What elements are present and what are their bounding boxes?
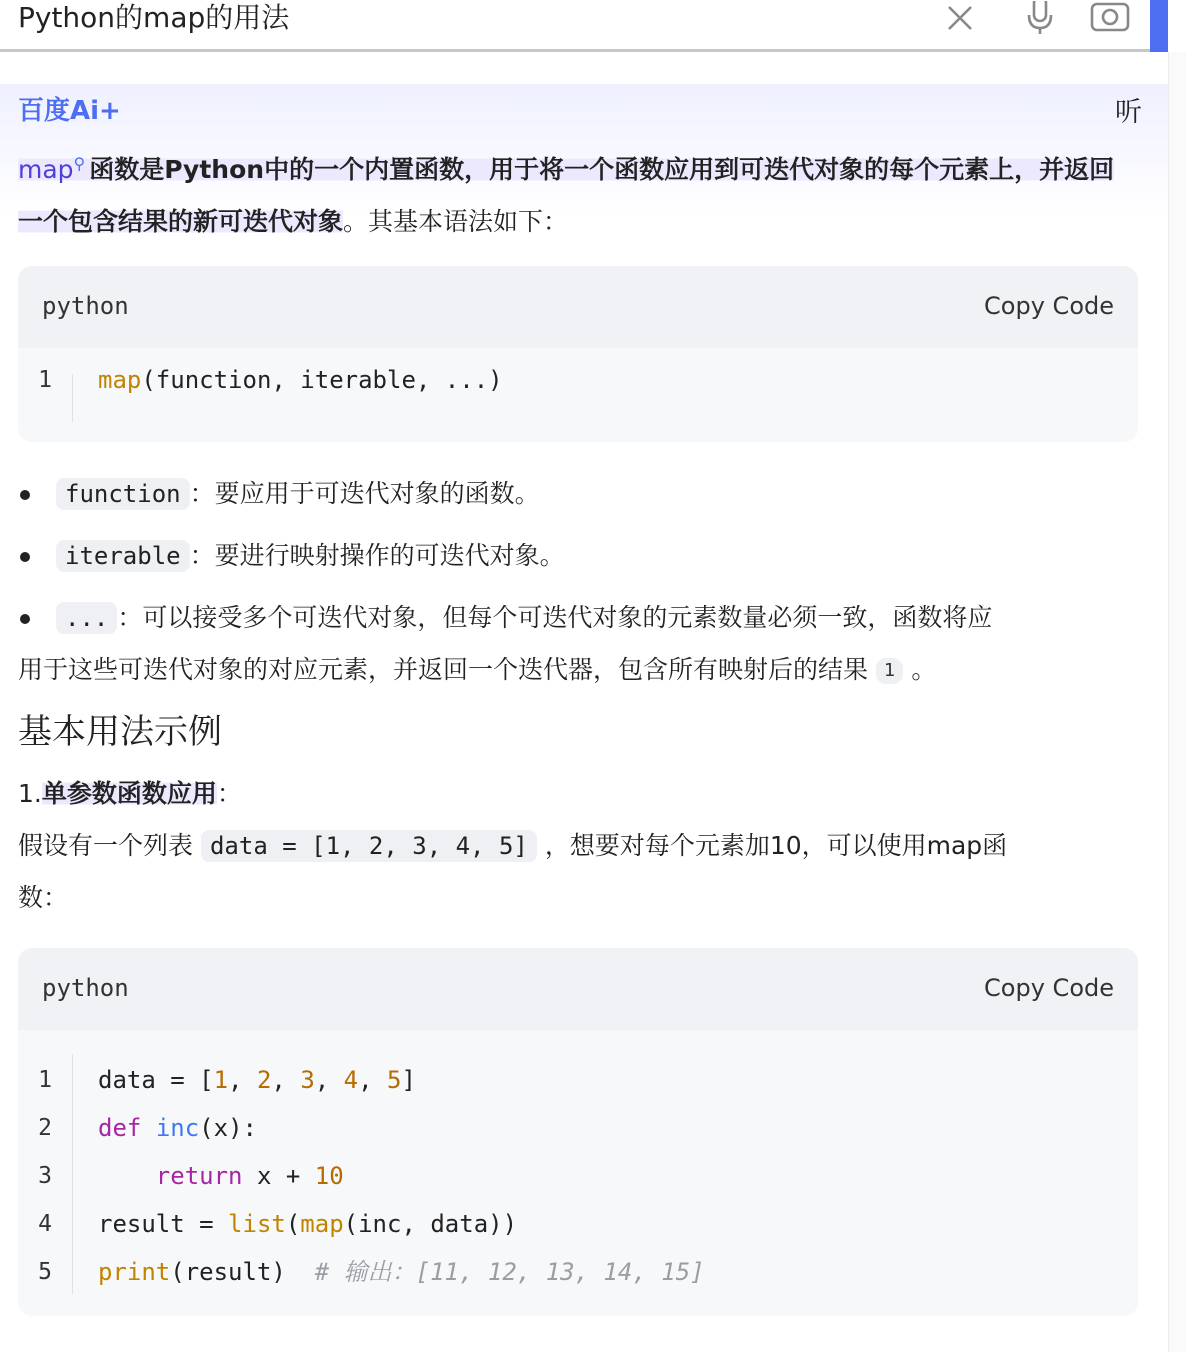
step-number: 1. bbox=[18, 779, 42, 808]
line-number: 5 bbox=[38, 1259, 52, 1285]
code-line: return x + 10 bbox=[155, 1162, 344, 1190]
copy-code-button[interactable]: Copy Code bbox=[984, 974, 1114, 1002]
bullet-text: ：要应用于可迭代对象的函数。 bbox=[189, 479, 540, 508]
list-item bbox=[18, 468, 1128, 520]
line-number: 1 bbox=[38, 1067, 52, 1093]
intro-paragraph bbox=[18, 138, 1128, 248]
code-language-label: python bbox=[42, 292, 129, 320]
listen-button[interactable]: 听 bbox=[1115, 97, 1142, 128]
bullet-text: ：可以接受多个可迭代对象，但每个可迭代对象的元素数量必须一致，函数将应 bbox=[117, 603, 993, 632]
scrollbar[interactable] bbox=[1168, 52, 1186, 1352]
desc-text: ，想要对每个元素加10，可以使用map函 bbox=[544, 831, 1008, 860]
search-input[interactable]: Python的map的用法 bbox=[18, 1, 290, 34]
copy-code-button[interactable]: Copy Code bbox=[984, 292, 1114, 320]
line-number: 2 bbox=[38, 1115, 52, 1141]
step-heading bbox=[18, 768, 1128, 820]
step-title: 单参数函数应用 bbox=[41, 779, 217, 808]
search-button[interactable] bbox=[1150, 0, 1168, 52]
map-link[interactable]: map bbox=[18, 155, 74, 185]
inline-code: data = [1, 2, 3, 4, 5] bbox=[201, 830, 537, 862]
section-title: 基本用法示例 bbox=[18, 712, 222, 752]
list-item bbox=[18, 592, 1128, 696]
microphone-icon[interactable] bbox=[1020, 0, 1060, 36]
inline-code: function bbox=[56, 478, 190, 510]
code-line: data = [1, 2, 3, 4, 5] bbox=[98, 1066, 416, 1094]
reference-badge[interactable]: 1 bbox=[876, 658, 903, 684]
camera-icon[interactable] bbox=[1090, 0, 1130, 36]
code-line: result = list(map(inc, data)) bbox=[98, 1210, 518, 1238]
intro-highlight: 函数是Python中的一个内置函数，用于将一个函数应用到可迭代对象的每个元素上，并返回一个包含结果的新可迭代对象 bbox=[18, 155, 1115, 237]
bullet-tail: 。 bbox=[911, 655, 937, 684]
line-number: 4 bbox=[38, 1211, 52, 1237]
inline-code: iterable bbox=[56, 540, 190, 572]
line-number: 3 bbox=[38, 1163, 52, 1189]
code-line: map(function, iterable, ...) bbox=[98, 366, 503, 394]
desc-text: 数： bbox=[18, 883, 69, 912]
search-bar bbox=[0, 0, 1168, 52]
baidu-ai-logo: 百度Ai+ bbox=[18, 96, 121, 126]
search-icon[interactable]: ⚲ bbox=[73, 154, 86, 173]
bullet-dot bbox=[20, 552, 30, 562]
line-number: 1 bbox=[38, 367, 52, 393]
intro-tail: 。其基本语法如下： bbox=[343, 207, 569, 237]
code-language-label: python bbox=[42, 974, 129, 1002]
list-item bbox=[18, 530, 1128, 582]
desc-text: 假设有一个列表 bbox=[18, 831, 194, 860]
bullet-text-cont: 用于这些可迭代对象的对应元素，并返回一个迭代器，包含所有映射后的结果 bbox=[18, 655, 869, 684]
step-description bbox=[18, 820, 1128, 924]
code-block-example bbox=[18, 948, 1138, 1316]
code-line: def inc(x): bbox=[98, 1114, 257, 1142]
close-icon[interactable] bbox=[940, 0, 980, 36]
bullet-dot bbox=[20, 490, 30, 500]
bullet-dot bbox=[20, 614, 30, 624]
inline-code: ... bbox=[56, 602, 117, 634]
code-line: print(result) # 输出：[11, 12, 13, 14, 15] bbox=[98, 1258, 705, 1286]
bullet-text: ：要进行映射操作的可迭代对象。 bbox=[189, 541, 565, 570]
step-colon: ： bbox=[216, 779, 242, 808]
code-block-syntax bbox=[18, 266, 1138, 442]
